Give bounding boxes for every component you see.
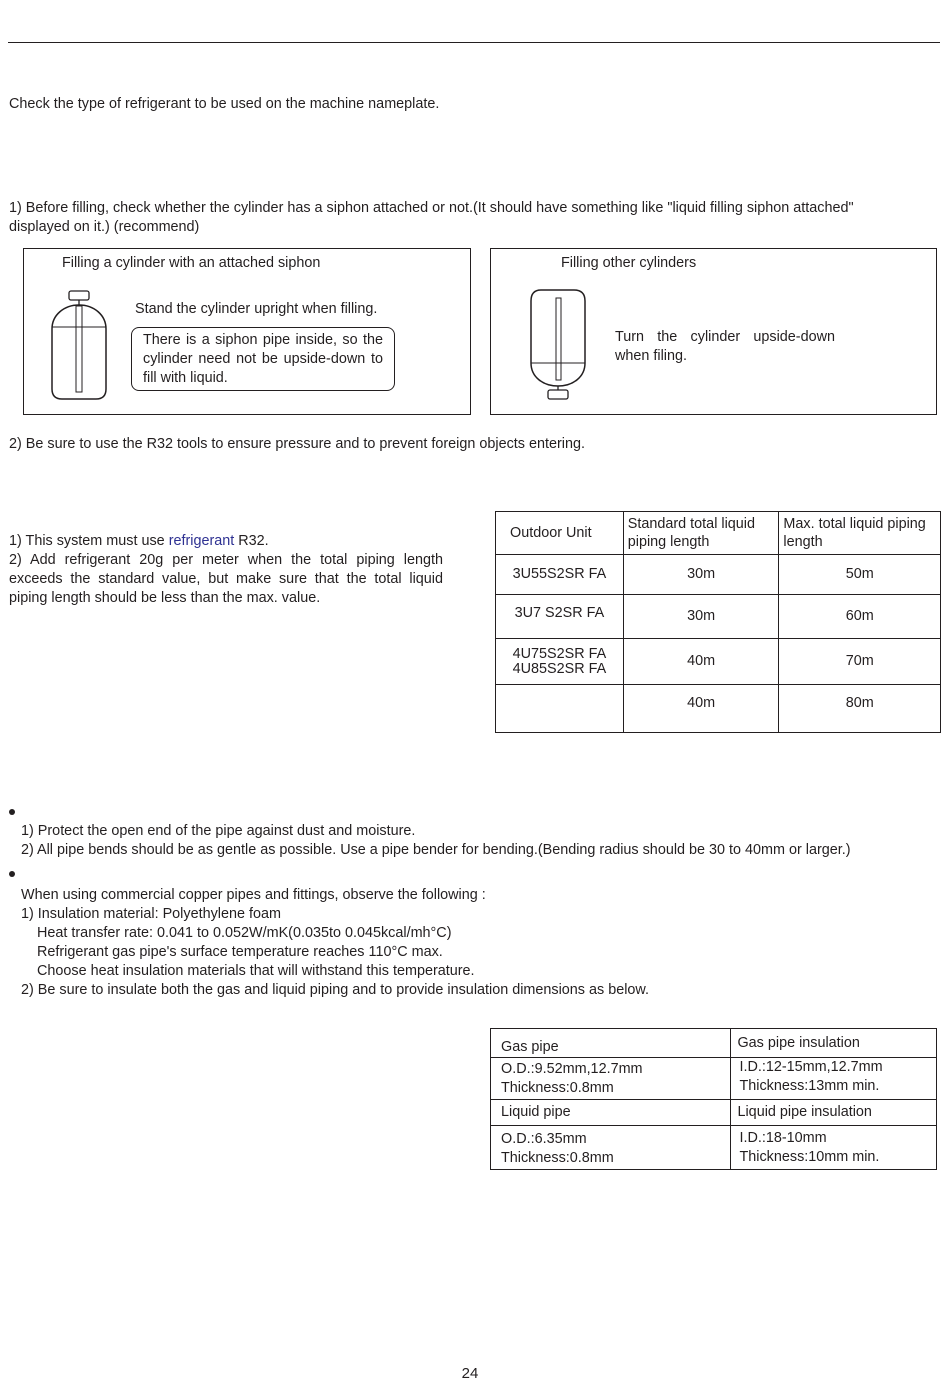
- heat-transfer-rate: Heat transfer rate: 0.041 to 0.052W/mK(0.035to 0.045kcal/mh°C): [37, 925, 452, 941]
- table-row: [491, 1058, 937, 1100]
- table-row: [491, 1126, 937, 1170]
- filling-step-1: [9, 199, 939, 237]
- liquid-insulation-thickness: Thickness:10mm min.: [739, 1148, 880, 1165]
- filling-step-2: 2) Be sure to use the R32 tools to ensure pressure and to prevent foreign objects entering.: [9, 436, 585, 452]
- outdoor-unit-cell: [496, 685, 624, 733]
- standard-length-cell: 30m: [623, 595, 779, 639]
- upright-cylinder-icon: [48, 289, 108, 403]
- piping-table-header-row: [496, 512, 941, 555]
- standard-length-cell: 40m: [623, 685, 779, 733]
- insulation-intro: When using commercial copper pipes and fittings, observe the following :: [21, 887, 486, 903]
- siphon-note-callout: There is a siphon pipe inside, so the cylinder need not be upside-down to fill with liquid.: [131, 327, 395, 391]
- outdoor-unit-cell: 3U7 S2SR FA: [496, 595, 624, 639]
- header-rule: [8, 42, 940, 43]
- insulation-instructions: [21, 886, 649, 1000]
- table-row: [491, 1100, 937, 1126]
- max-length-cell: 80m: [779, 685, 941, 733]
- liquid-insulation-label: Liquid pipe insulation: [731, 1100, 937, 1126]
- liquid-insulation-id: I.D.:18-10mm: [739, 1129, 827, 1146]
- siphon-box-title: Filling a cylinder with an attached siphon: [62, 255, 321, 271]
- surface-temperature: Refrigerant gas pipe's surface temperature reaches 110°C max.: [37, 944, 443, 960]
- table-row: [496, 639, 941, 685]
- bullet-marker: [9, 871, 15, 877]
- gas-pipe-od: O.D.:9.52mm,12.7mm: [501, 1060, 643, 1077]
- gas-insulation-id: I.D.:12-15mm,12.7mm: [739, 1059, 883, 1075]
- standard-length-cell: 30m: [623, 555, 779, 595]
- other-box-instruction: Turn the cylinder upside-down when filing.: [615, 329, 835, 364]
- header-outdoor-unit: Outdoor Unit: [496, 512, 624, 555]
- piping-length-table: [495, 511, 941, 733]
- siphon-box-instruction: Stand the cylinder upright when filling.: [135, 301, 378, 317]
- outdoor-unit-cell: 3U55S2SR FA: [496, 555, 624, 595]
- list-item: 1) Insulation material: Polyethylene foam: [21, 906, 281, 922]
- gas-pipe-spec: [491, 1058, 731, 1100]
- table-row: [496, 685, 941, 733]
- liquid-pipe-thickness: Thickness:0.8mm: [501, 1150, 614, 1166]
- max-length-cell: 70m: [779, 639, 941, 685]
- header-standard-length: Standard total liquid piping length: [623, 512, 779, 555]
- charge-line-1-accent: refrigerant: [168, 533, 235, 549]
- refrigerant-charge-text: [9, 532, 443, 608]
- list-item: 2) Be sure to insulate both the gas and liquid piping and to provide insulation dimensions as below.: [21, 982, 650, 998]
- charge-line-1: [9, 532, 443, 551]
- table-row: [496, 595, 941, 639]
- choose-materials: Choose heat insulation materials that will withstand this temperature.: [37, 963, 475, 979]
- liquid-pipe-spec: [491, 1126, 731, 1170]
- siphon-cylinder-box: [23, 248, 471, 415]
- other-cylinder-box: [490, 248, 937, 415]
- table-row: [496, 555, 941, 595]
- liquid-pipe-od: O.D.:6.35mm: [501, 1131, 587, 1147]
- outdoor-unit-model-1: 4U75S2SR FA: [512, 645, 607, 662]
- max-length-cell: 60m: [779, 595, 941, 639]
- outdoor-unit-model-2: 4U85S2SR FA: [512, 660, 607, 677]
- pipe-handling-list: [21, 822, 851, 860]
- filling-step-1-line-2: displayed on it.) (recommend): [9, 219, 200, 235]
- refrigerant-check-text: Check the type of refrigerant to be used on the machine nameplate.: [9, 96, 440, 112]
- gas-pipe-thickness: Thickness:0.8mm: [501, 1079, 614, 1096]
- list-item: 1) Protect the open end of the pipe against dust and moisture.: [21, 823, 416, 839]
- outdoor-unit-cell: [496, 639, 624, 685]
- header-max-length: Max. total liquid piping length: [779, 512, 941, 555]
- page-number: 24: [461, 1365, 479, 1382]
- liquid-insulation-spec: [731, 1126, 937, 1170]
- gas-insulation-spec: [731, 1058, 937, 1100]
- liquid-pipe-label: Liquid pipe: [491, 1100, 731, 1126]
- standard-length-cell: 40m: [623, 639, 779, 685]
- gas-insulation-thickness: Thickness:13mm min.: [739, 1078, 880, 1094]
- filling-step-1-line-1: 1) Before filling, check whether the cylinder has a siphon attached or not.(It should have something like "liquid filling siphon attached": [9, 200, 854, 216]
- gas-pipe-label: Gas pipe: [491, 1029, 731, 1058]
- insulation-dimensions-table: [490, 1028, 937, 1170]
- max-length-cell: 50m: [779, 555, 941, 595]
- charge-line-1-prefix: 1) This system must use: [9, 533, 169, 549]
- other-box-title: Filling other cylinders: [561, 255, 697, 271]
- gas-insulation-label: Gas pipe insulation: [731, 1029, 937, 1058]
- inverted-cylinder-icon: [529, 289, 589, 401]
- list-item: 2) All pipe bends should be as gentle as possible. Use a pipe bender for bending.(Bending radius should be 30 to 40mm or larger.): [21, 842, 851, 858]
- charge-line-1-suffix: R32.: [234, 533, 269, 549]
- charge-line-2: 2) Add refrigerant 20g per meter when the total piping length exceeds the standard value, but make sure that the total liquid piping length should be less than the max. value.: [9, 552, 443, 606]
- table-row: [491, 1029, 937, 1058]
- bullet-marker: [9, 809, 15, 815]
